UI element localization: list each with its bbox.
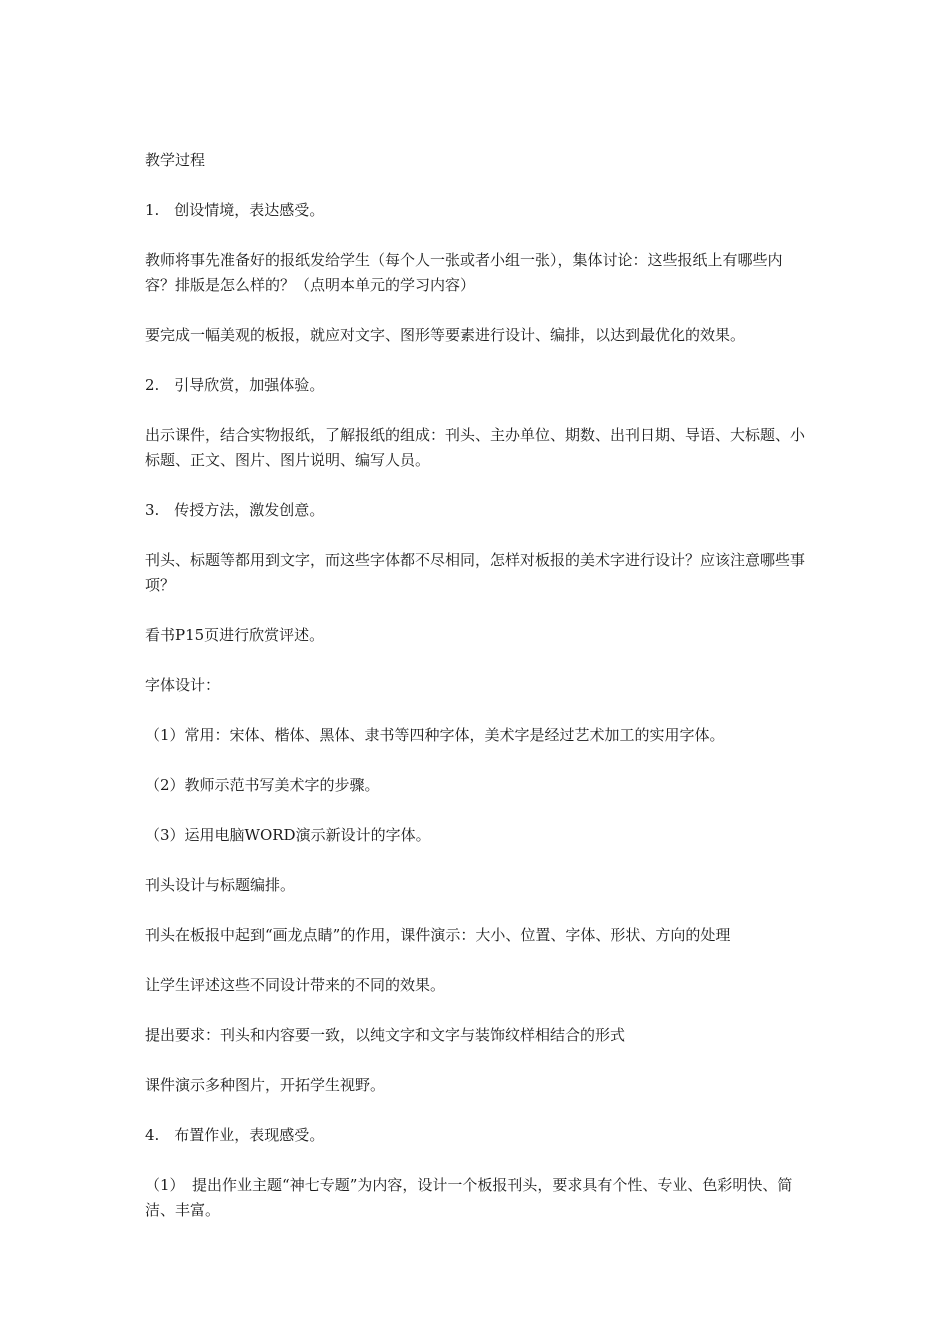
step-heading-3: 3. 传授方法，激发创意。 [145,501,325,519]
list-item: （2）教师示范书写美术字的步骤。 [145,776,380,794]
paragraph: 提出要求：刊头和内容要一致，以纯文字和文字与装饰纹样相结合的形式 [145,1026,626,1044]
paragraph: 字体设计： [145,676,221,694]
paragraph: 看书P15页进行欣赏评述。 [145,626,325,644]
list-item: （1） 提出作业主题“神七专题”为内容，设计一个板报刊头，要求具有个性、专业、色彩明快、简洁、丰富。 [145,1176,793,1219]
list-item: （1）常用：宋体、楷体、黑体、隶书等四种字体，美术字是经过艺术加工的实用字体。 [145,726,725,744]
list-item: （3）运用电脑WORD演示新设计的字体。 [145,826,431,844]
paragraph: 让学生评述这些不同设计带来的不同的效果。 [145,976,446,994]
paragraph: 课件演示多种图片，开拓学生视野。 [145,1076,386,1094]
paragraph: 刊头、标题等都用到文字，而这些字体都不尽相同，怎样对板报的美术字进行设计？应该注意哪些事项？ [145,551,806,594]
paragraph: 教师将事先准备好的报纸发给学生（每个人一张或者小组一张），集体讨论：这些报纸上有哪些内容？排版是怎么样的？（点明本单元的学习内容） [145,251,783,294]
paragraph: 要完成一幅美观的板报，就应对文字、图形等要素进行设计、编排，以达到最优化的效果。 [145,326,746,344]
step-heading-1: 1. 创设情境，表达感受。 [145,201,325,219]
paragraph: 刊头在板报中起到“画龙点睛”的作用，课件演示：大小、位置、字体、形状、方向的处理 [145,926,731,944]
section-title: 教学过程 [145,151,206,169]
paragraph: 刊头设计与标题编排。 [145,876,296,894]
step-heading-2: 2. 引导欣赏，加强体验。 [145,376,325,394]
step-heading-4: 4. 布置作业，表现感受。 [145,1126,325,1144]
document-body [145,148,811,1248]
paragraph: 出示课件，结合实物报纸，了解报纸的组成：刊头、主办单位、期数、出刊日期、导语、大标题、小标题、正文、图片、图片说明、编写人员。 [145,426,806,469]
